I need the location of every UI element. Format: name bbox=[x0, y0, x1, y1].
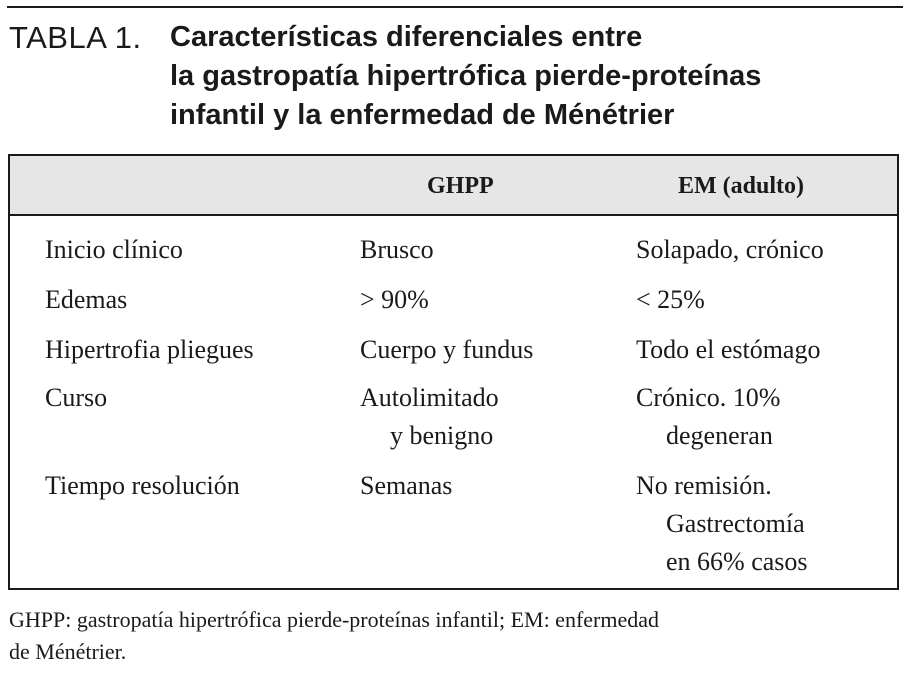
row-label: Edemas bbox=[45, 285, 128, 314]
cell-line: No remisión. bbox=[636, 471, 772, 500]
top-rule bbox=[7, 6, 903, 8]
comparison-table bbox=[8, 154, 899, 590]
cell-line: Cuerpo y fundus bbox=[360, 335, 534, 364]
column-header-em: EM (adulto) bbox=[678, 173, 804, 199]
table-title-line: infantil y la enfermedad de Ménétrier bbox=[170, 99, 675, 131]
cell-line: y benigno bbox=[390, 421, 494, 450]
table-title-line: Características diferenciales entre bbox=[170, 21, 643, 53]
cell-em bbox=[636, 231, 824, 269]
cell-em bbox=[636, 331, 820, 369]
cell-line: degeneran bbox=[666, 421, 773, 450]
cell-line: Crónico. 10% bbox=[636, 383, 781, 412]
cell-ghpp bbox=[360, 379, 499, 455]
cell-em bbox=[636, 467, 808, 581]
cell-em bbox=[636, 281, 705, 319]
cell-line: Semanas bbox=[360, 471, 453, 500]
cell-ghpp bbox=[360, 467, 452, 505]
cell-line: > 90% bbox=[360, 285, 429, 314]
cell-ghpp bbox=[360, 231, 434, 269]
cell-line: Todo el estómago bbox=[636, 335, 821, 364]
cell-line: Gastrectomía bbox=[666, 509, 805, 538]
footnote-line: de Ménétrier. bbox=[9, 639, 127, 664]
cell-em bbox=[636, 379, 780, 455]
table-footnote bbox=[9, 604, 889, 668]
table-header-row bbox=[10, 156, 897, 216]
table-title bbox=[170, 18, 895, 135]
cell-line: < 25% bbox=[636, 285, 705, 314]
column-header-ghpp: GHPP bbox=[427, 173, 494, 199]
row-label: Tiempo resolución bbox=[45, 471, 240, 500]
cell-ghpp bbox=[360, 331, 533, 369]
table-title-line: la gastropatía hipertrófica pierde-proteínas bbox=[170, 60, 762, 92]
cell-line: Autolimitado bbox=[360, 383, 499, 412]
cell-line: en 66% casos bbox=[666, 547, 808, 576]
cell-line: Solapado, crónico bbox=[636, 235, 824, 264]
row-label: Hipertrofia pliegues bbox=[45, 335, 254, 364]
cell-line: Brusco bbox=[360, 235, 434, 264]
row-label: Inicio clínico bbox=[45, 235, 183, 264]
table-number-label: TABLA 1. bbox=[9, 20, 142, 55]
footnote-line: GHPP: gastropatía hipertrófica pierde-proteínas infantil; EM: enfermedad bbox=[9, 607, 660, 632]
row-label: Curso bbox=[45, 383, 108, 412]
cell-ghpp bbox=[360, 281, 429, 319]
